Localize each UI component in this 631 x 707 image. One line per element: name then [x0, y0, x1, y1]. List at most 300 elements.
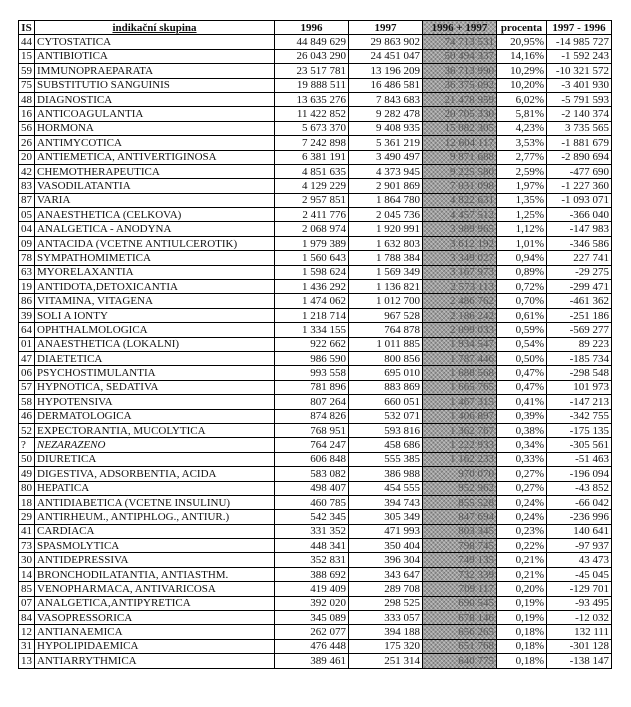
cell-sum: 3 612 192	[423, 236, 497, 250]
table-row	[19, 524, 612, 538]
cell-1997: 396 304	[349, 553, 423, 567]
cell-1997: 5 361 219	[349, 136, 423, 150]
cell-is: 52	[19, 423, 35, 437]
cell-1996: 388 692	[275, 567, 349, 581]
cell-percent: 0,18%	[497, 639, 547, 653]
cell-is: 46	[19, 409, 35, 423]
cell-is: 15	[19, 49, 35, 63]
cell-sum: 952 962	[423, 481, 497, 495]
cell-1996: 1 334 155	[275, 323, 349, 337]
cell-1997: 458 686	[349, 438, 423, 452]
cell-group: VASODILATANTIA	[35, 179, 275, 193]
cell-is: 01	[19, 337, 35, 351]
cell-1996: 542 345	[275, 510, 349, 524]
table-row	[19, 596, 612, 610]
cell-sum: 4 822 631	[423, 193, 497, 207]
cell-percent: 0,47%	[497, 380, 547, 394]
cell-difference: 3 735 565	[547, 121, 612, 135]
cell-group: ANAESTHETICA (CELKOVA)	[35, 208, 275, 222]
cell-difference: -12 032	[547, 611, 612, 625]
table-row	[19, 539, 612, 553]
cell-is: 47	[19, 351, 35, 365]
cell-is: 75	[19, 78, 35, 92]
cell-percent: 1,12%	[497, 222, 547, 236]
cell-difference: -147 983	[547, 222, 612, 236]
cell-sum: 732 339	[423, 567, 497, 581]
table-row	[19, 251, 612, 265]
cell-difference: -299 471	[547, 280, 612, 294]
cell-percent: 0,21%	[497, 553, 547, 567]
cell-1996: 389 461	[275, 654, 349, 668]
cell-1997: 695 010	[349, 366, 423, 380]
cell-percent: 0,89%	[497, 265, 547, 279]
cell-difference: -305 561	[547, 438, 612, 452]
cell-1997: 175 320	[349, 639, 423, 653]
cell-difference: -301 128	[547, 639, 612, 653]
cell-is: 12	[19, 625, 35, 639]
table-row	[19, 308, 612, 322]
cell-difference: -569 277	[547, 323, 612, 337]
table-row	[19, 294, 612, 308]
cell-sum: 1 665 765	[423, 380, 497, 394]
header-1997: 1997	[349, 21, 423, 35]
table-header-row	[19, 21, 612, 35]
cell-is: 63	[19, 265, 35, 279]
table-row	[19, 639, 612, 653]
cell-is: 05	[19, 208, 35, 222]
cell-percent: 20,95%	[497, 35, 547, 49]
cell-percent: 0,61%	[497, 308, 547, 322]
cell-group: DIGESTIVA, ADSORBENTIA, ACIDA	[35, 467, 275, 481]
cell-is: 85	[19, 582, 35, 596]
cell-group: ANTIDEPRESSIVA	[35, 553, 275, 567]
cell-is: 78	[19, 251, 35, 265]
header-group: indikační skupina	[35, 21, 275, 35]
cell-1996: 262 077	[275, 625, 349, 639]
cell-group: VASOPRESSORICA	[35, 611, 275, 625]
cell-group: VARIA	[35, 193, 275, 207]
cell-is: 57	[19, 380, 35, 394]
cell-is: 50	[19, 452, 35, 466]
table-row	[19, 553, 612, 567]
table-row	[19, 467, 612, 481]
cell-1997: 967 528	[349, 308, 423, 322]
cell-1996: 5 673 370	[275, 121, 349, 135]
cell-is: 19	[19, 280, 35, 294]
cell-1996: 6 381 191	[275, 150, 349, 164]
cell-difference: 101 973	[547, 380, 612, 394]
cell-is: 07	[19, 596, 35, 610]
cell-sum: 2 099 033	[423, 323, 497, 337]
cell-sum: 1 162 233	[423, 452, 497, 466]
cell-sum: 678 146	[423, 611, 497, 625]
cell-difference: -342 755	[547, 409, 612, 423]
cell-sum: 74 713 531	[423, 35, 497, 49]
cell-is: 26	[19, 136, 35, 150]
cell-difference: -14 985 727	[547, 35, 612, 49]
cell-group: DIAGNOSTICA	[35, 92, 275, 106]
table-row	[19, 438, 612, 452]
cell-percent: 0,94%	[497, 251, 547, 265]
cell-difference: -346 586	[547, 236, 612, 250]
cell-sum: 3 989 965	[423, 222, 497, 236]
table-row	[19, 64, 612, 78]
cell-1996: 460 785	[275, 495, 349, 509]
table-row	[19, 510, 612, 524]
cell-sum: 2 573 113	[423, 280, 497, 294]
table-row	[19, 164, 612, 178]
cell-percent: 0,18%	[497, 654, 547, 668]
header-is: IS	[19, 21, 35, 35]
cell-1996: 922 662	[275, 337, 349, 351]
cell-is: 09	[19, 236, 35, 250]
cell-sum: 709 117	[423, 582, 497, 596]
cell-sum: 7 031 098	[423, 179, 497, 193]
cell-difference: -2 890 694	[547, 150, 612, 164]
table-row	[19, 150, 612, 164]
cell-group: ANTIANAEMICA	[35, 625, 275, 639]
table-row	[19, 193, 612, 207]
cell-is: 30	[19, 553, 35, 567]
cell-sum: 20 705 330	[423, 107, 497, 121]
cell-is: 29	[19, 510, 35, 524]
cell-is: 80	[19, 481, 35, 495]
cell-is: ?	[19, 438, 35, 452]
cell-percent: 4,23%	[497, 121, 547, 135]
cell-group: HORMONA	[35, 121, 275, 135]
cell-percent: 0,22%	[497, 539, 547, 553]
cell-percent: 0,59%	[497, 323, 547, 337]
cell-group: SPASMOLYTICA	[35, 539, 275, 553]
cell-1996: 993 558	[275, 366, 349, 380]
cell-is: 44	[19, 35, 35, 49]
cell-sum: 1 362 767	[423, 423, 497, 437]
cell-percent: 0,54%	[497, 337, 547, 351]
cell-percent: 1,01%	[497, 236, 547, 250]
cell-1997: 454 555	[349, 481, 423, 495]
cell-sum: 803 345	[423, 524, 497, 538]
cell-sum: 970 070	[423, 467, 497, 481]
cell-percent: 0,70%	[497, 294, 547, 308]
cell-1996: 768 951	[275, 423, 349, 437]
table-row	[19, 611, 612, 625]
cell-difference: -1 093 071	[547, 193, 612, 207]
table-row	[19, 409, 612, 423]
cell-percent: 2,59%	[497, 164, 547, 178]
cell-sum: 1 406 897	[423, 409, 497, 423]
cell-percent: 0,47%	[497, 366, 547, 380]
cell-group: ANALGETICA,ANTIPYRETICA	[35, 596, 275, 610]
cell-1996: 4 129 229	[275, 179, 349, 193]
cell-1996: 583 082	[275, 467, 349, 481]
cell-percent: 0,34%	[497, 438, 547, 452]
cell-difference: -45 045	[547, 567, 612, 581]
cell-1996: 498 407	[275, 481, 349, 495]
cell-group: HYPOTENSIVA	[35, 395, 275, 409]
cell-sum: 3 167 973	[423, 265, 497, 279]
cell-percent: 0,21%	[497, 567, 547, 581]
cell-difference: -175 135	[547, 423, 612, 437]
cell-difference: 89 223	[547, 337, 612, 351]
cell-percent: 0,18%	[497, 625, 547, 639]
cell-1997: 350 404	[349, 539, 423, 553]
cell-sum: 847 694	[423, 510, 497, 524]
cell-group: DIURETICA	[35, 452, 275, 466]
cell-group: ANTIEMETICA, ANTIVERTIGINOSA	[35, 150, 275, 164]
cell-difference: -251 186	[547, 308, 612, 322]
cell-percent: 0,27%	[497, 467, 547, 481]
cell-1996: 986 590	[275, 351, 349, 365]
cell-is: 31	[19, 639, 35, 653]
cell-is: 41	[19, 524, 35, 538]
cell-1997: 29 863 902	[349, 35, 423, 49]
cell-difference: -366 040	[547, 208, 612, 222]
table-row	[19, 366, 612, 380]
table-row	[19, 136, 612, 150]
cell-difference: -51 463	[547, 452, 612, 466]
cell-1997: 2 045 736	[349, 208, 423, 222]
cell-sum: 651 768	[423, 639, 497, 653]
table-row	[19, 265, 612, 279]
cell-group: HYPNOTICA, SEDATIVA	[35, 380, 275, 394]
cell-1997: 386 988	[349, 467, 423, 481]
cell-group: ANAESTHETICA (LOKALNI)	[35, 337, 275, 351]
cell-is: 83	[19, 179, 35, 193]
table-row	[19, 452, 612, 466]
cell-sum: 640 775	[423, 654, 497, 668]
cell-group: ANTIBIOTICA	[35, 49, 275, 63]
cell-difference: 132 111	[547, 625, 612, 639]
table-row	[19, 495, 612, 509]
cell-percent: 0,20%	[497, 582, 547, 596]
cell-sum: 656 265	[423, 625, 497, 639]
cell-1996: 606 848	[275, 452, 349, 466]
cell-difference: -138 147	[547, 654, 612, 668]
document-page	[18, 20, 612, 669]
table-row	[19, 423, 612, 437]
cell-1997: 333 057	[349, 611, 423, 625]
cell-difference: -97 937	[547, 539, 612, 553]
cell-difference: -1 227 360	[547, 179, 612, 193]
cell-is: 13	[19, 654, 35, 668]
cell-1996: 11 422 852	[275, 107, 349, 121]
cell-1997: 298 525	[349, 596, 423, 610]
table-row	[19, 625, 612, 639]
cell-percent: 0,41%	[497, 395, 547, 409]
cell-1997: 1 136 821	[349, 280, 423, 294]
cell-difference: -236 996	[547, 510, 612, 524]
cell-percent: 3,53%	[497, 136, 547, 150]
cell-difference: -298 548	[547, 366, 612, 380]
cell-1996: 345 089	[275, 611, 349, 625]
cell-percent: 0,19%	[497, 611, 547, 625]
header-percent: procenta	[497, 21, 547, 35]
cell-1997: 471 993	[349, 524, 423, 538]
cell-1996: 352 831	[275, 553, 349, 567]
cell-1997: 532 071	[349, 409, 423, 423]
cell-sum: 50 494 337	[423, 49, 497, 63]
cell-sum: 749 135	[423, 553, 497, 567]
cell-1996: 781 896	[275, 380, 349, 394]
cell-1997: 289 708	[349, 582, 423, 596]
cell-group: BRONCHODILATANTIA, ANTIASTHM.	[35, 567, 275, 581]
table-row	[19, 582, 612, 596]
cell-percent: 0,50%	[497, 351, 547, 365]
cell-percent: 0,72%	[497, 280, 547, 294]
header-difference: 1997 - 1996	[547, 21, 612, 35]
cell-group: DERMATOLOGICA	[35, 409, 275, 423]
cell-difference: -477 690	[547, 164, 612, 178]
cell-1996: 1 218 714	[275, 308, 349, 322]
cell-sum: 1 222 933	[423, 438, 497, 452]
cell-difference: 43 473	[547, 553, 612, 567]
cell-sum: 3 349 027	[423, 251, 497, 265]
cell-group: SUBSTITUTIO SANGUINIS	[35, 78, 275, 92]
cell-1997: 1 788 384	[349, 251, 423, 265]
table-row	[19, 49, 612, 63]
cell-1997: 16 486 581	[349, 78, 423, 92]
cell-1997: 660 051	[349, 395, 423, 409]
table-row	[19, 280, 612, 294]
cell-group: HYPOLIPIDAEMICA	[35, 639, 275, 653]
cell-is: 87	[19, 193, 35, 207]
cell-group: CHEMOTHERAPEUTICA	[35, 164, 275, 178]
cell-is: 48	[19, 92, 35, 106]
cell-percent: 10,29%	[497, 64, 547, 78]
cell-group: ANTIDOTA,DETOXICANTIA	[35, 280, 275, 294]
cell-difference: -93 495	[547, 596, 612, 610]
cell-1996: 448 341	[275, 539, 349, 553]
cell-percent: 5,81%	[497, 107, 547, 121]
cell-percent: 14,16%	[497, 49, 547, 63]
cell-1996: 874 826	[275, 409, 349, 423]
cell-group: ANTIMYCOTICA	[35, 136, 275, 150]
cell-is: 86	[19, 294, 35, 308]
cell-1997: 3 490 497	[349, 150, 423, 164]
cell-percent: 0,27%	[497, 481, 547, 495]
cell-is: 04	[19, 222, 35, 236]
cell-group: ANALGETICA - ANODYNA	[35, 222, 275, 236]
cell-1997: 883 869	[349, 380, 423, 394]
table-row	[19, 222, 612, 236]
cell-percent: 1,97%	[497, 179, 547, 193]
cell-sum: 9 225 580	[423, 164, 497, 178]
cell-1997: 9 282 478	[349, 107, 423, 121]
cell-difference: -10 321 572	[547, 64, 612, 78]
cell-is: 20	[19, 150, 35, 164]
cell-percent: 0,23%	[497, 524, 547, 538]
cell-is: 56	[19, 121, 35, 135]
cell-difference: -1 881 679	[547, 136, 612, 150]
cell-1997: 764 878	[349, 323, 423, 337]
cell-group: ANTIARRYTHMICA	[35, 654, 275, 668]
cell-is: 18	[19, 495, 35, 509]
cell-1997: 394 188	[349, 625, 423, 639]
cell-1996: 807 264	[275, 395, 349, 409]
cell-group: IMMUNOPRAEPARATA	[35, 64, 275, 78]
table-row	[19, 121, 612, 135]
cell-group: OPHTHALMOLOGICA	[35, 323, 275, 337]
table-row	[19, 567, 612, 581]
cell-sum: 1 787 446	[423, 351, 497, 365]
cell-1997: 9 408 935	[349, 121, 423, 135]
cell-percent: 0,33%	[497, 452, 547, 466]
cell-sum: 15 082 305	[423, 121, 497, 135]
cell-group: EXPECTORANTIA, MUCOLYTICA	[35, 423, 275, 437]
cell-percent: 0,39%	[497, 409, 547, 423]
cell-sum: 690 545	[423, 596, 497, 610]
cell-group: DIAETETICA	[35, 351, 275, 365]
cell-sum: 4 457 512	[423, 208, 497, 222]
cell-is: 14	[19, 567, 35, 581]
cell-group: PSYCHOSTIMULANTIA	[35, 366, 275, 380]
cell-group: ANTIDIABETICA (VCETNE INSULINU)	[35, 495, 275, 509]
cell-group: MYORELAXANTIA	[35, 265, 275, 279]
cell-1996: 19 888 511	[275, 78, 349, 92]
cell-percent: 2,77%	[497, 150, 547, 164]
table-row	[19, 323, 612, 337]
cell-percent: 1,25%	[497, 208, 547, 222]
cell-difference: -1 592 243	[547, 49, 612, 63]
table-row	[19, 35, 612, 49]
cell-1996: 4 851 635	[275, 164, 349, 178]
cell-1996: 1 436 292	[275, 280, 349, 294]
cell-1996: 23 517 781	[275, 64, 349, 78]
cell-1996: 1 474 062	[275, 294, 349, 308]
cell-difference: -196 094	[547, 467, 612, 481]
cell-percent: 0,24%	[497, 510, 547, 524]
cell-sum: 1 688 568	[423, 366, 497, 380]
cell-1997: 1 920 991	[349, 222, 423, 236]
cell-1996: 764 247	[275, 438, 349, 452]
cell-sum: 21 478 959	[423, 92, 497, 106]
cell-1996: 392 020	[275, 596, 349, 610]
cell-is: 84	[19, 611, 35, 625]
cell-percent: 0,19%	[497, 596, 547, 610]
cell-1996: 1 598 624	[275, 265, 349, 279]
cell-1996: 2 068 974	[275, 222, 349, 236]
cell-is: 06	[19, 366, 35, 380]
cell-difference: -29 275	[547, 265, 612, 279]
table-row	[19, 481, 612, 495]
cell-sum: 1 467 315	[423, 395, 497, 409]
cell-1997: 305 349	[349, 510, 423, 524]
table-row	[19, 236, 612, 250]
cell-1997: 7 843 683	[349, 92, 423, 106]
cell-difference: -147 213	[547, 395, 612, 409]
table-body	[19, 35, 612, 668]
cell-percent: 6,02%	[497, 92, 547, 106]
cell-is: 49	[19, 467, 35, 481]
cell-group: VITAMINA, VITAGENA	[35, 294, 275, 308]
cell-1996: 2 411 776	[275, 208, 349, 222]
table-row	[19, 337, 612, 351]
cell-is: 73	[19, 539, 35, 553]
table-row	[19, 351, 612, 365]
cell-1996: 26 043 290	[275, 49, 349, 63]
cell-group: VENOPHARMACA, ANTIVARICOSA	[35, 582, 275, 596]
cell-sum: 12 604 117	[423, 136, 497, 150]
cell-difference: -66 042	[547, 495, 612, 509]
cell-1997: 1 569 349	[349, 265, 423, 279]
cell-group: SOLI A IONTY	[35, 308, 275, 322]
cell-difference: 227 741	[547, 251, 612, 265]
cell-difference: -129 701	[547, 582, 612, 596]
cell-sum: 2 486 762	[423, 294, 497, 308]
cell-difference: -185 734	[547, 351, 612, 365]
table-row	[19, 179, 612, 193]
cell-group: ANTICOAGULANTIA	[35, 107, 275, 121]
